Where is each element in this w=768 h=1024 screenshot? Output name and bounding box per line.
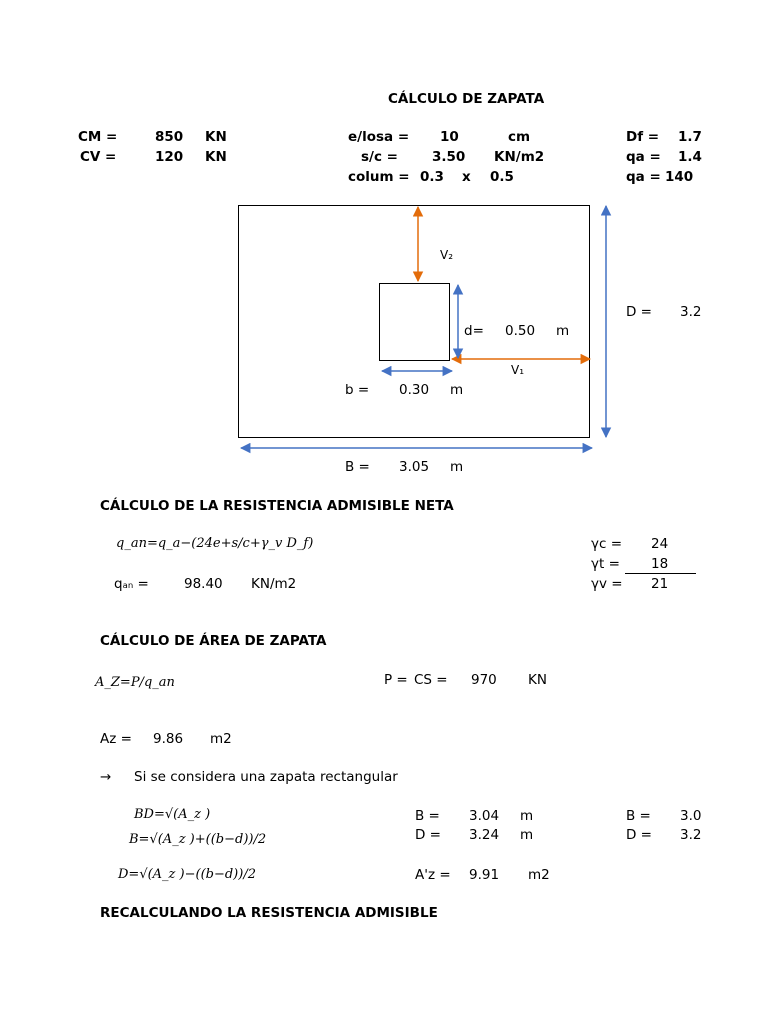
qa2-label: qa = [626,169,661,185]
azp-value: 9.91 [469,867,500,883]
gt-label: γt = [591,556,620,572]
cs-label: CS = [414,672,448,688]
cv-value: 120 [155,149,184,165]
section2-heading: CÁLCULO DE ÁREA DE ZAPATA [100,633,327,649]
qan-unit: KN/m2 [251,576,297,592]
gv-value: 21 [651,576,669,592]
p-unit: KN [528,672,547,688]
df-value: 1.7 [678,129,702,145]
cm-unit: KN [205,129,227,145]
az-value: 9.86 [153,731,184,747]
section1-heading: CÁLCULO DE LA RESISTENCIA ADMISIBLE NETA [100,498,454,514]
cm-label: CM = [78,129,118,145]
B2-label: B = [626,808,651,824]
sc-value: 3.50 [432,149,466,165]
qan-formula: q_an=q_a−(24e+s/c+γ_v D_f) [116,536,314,551]
D2-value: 3.2 [680,827,702,843]
sc-label: s/c = [361,149,398,165]
qan-value: 98.40 [184,576,223,592]
gc-value: 24 [651,536,669,552]
D2-label: D = [626,827,652,843]
azp-unit: m2 [528,867,550,883]
sc-unit: KN/m2 [494,149,545,165]
bigB-value: 3.05 [399,459,430,475]
qa1-label: qa = [626,149,661,165]
qan-label: qₐₙ = [114,576,149,592]
az-formula: A_Z=P/q_an [95,675,175,690]
cv-unit: KN [205,149,227,165]
df-label: Df = [626,129,660,145]
B-value: 3.04 [469,808,500,824]
bd-formula: BD=√(A_z ) [134,807,211,822]
arrow-icon: → [100,769,112,785]
colum-d: 0.5 [490,169,514,185]
column-outline [380,284,450,361]
colum-label: colum = [348,169,410,185]
qa1-value: 1.4 [678,149,702,165]
b-label: b = [345,382,370,398]
bigD-value: 3.2 [680,304,702,320]
v2-label: V₂ [440,248,454,262]
B-unit: m [520,808,534,824]
v1-label: V₁ [511,363,525,377]
b-unit: m [450,382,464,398]
b-formula: B=√(A_z )+((b−d))/2 [129,832,267,847]
az-label: Aᴢ = [100,731,132,747]
page-title: CÁLCULO DE ZAPATA [388,91,545,107]
bigB-label: B = [345,459,370,475]
D-value: 3.24 [469,827,500,843]
d-unit: m [556,323,570,339]
az-unit: m2 [210,731,232,747]
cv-label: CV = [80,149,117,165]
D-unit: m [520,827,534,843]
d-formula: D=√(A_z )−((b−d))/2 [118,867,256,882]
bigB-unit: m [450,459,464,475]
B-label: B = [415,808,440,824]
gv-label: γv = [591,576,623,592]
footing-outline [239,206,590,438]
elosa-value: 10 [440,129,459,145]
D-label: D = [415,827,441,843]
azp-label: A'ᴢ = [415,867,451,883]
p-label: P = [384,672,408,688]
sum-rule [625,573,696,574]
d-value: 0.50 [505,323,536,339]
colum-b: 0.3 [420,169,444,185]
qa2-value: 140 [665,169,694,185]
gc-label: γc = [591,536,623,552]
section3-heading: RECALCULANDO LA RESISTENCIA ADMISIBLE [100,905,438,921]
p-value: 970 [471,672,497,688]
b-value: 0.30 [399,382,430,398]
elosa-unit: cm [508,129,531,145]
bigD-label: D = [626,304,652,320]
elosa-label: e/losa = [348,129,410,145]
cm-value: 850 [155,129,184,145]
d-label: d= [464,323,484,339]
gt-value: 18 [651,556,669,572]
colum-x: x [462,169,471,185]
B2-value: 3.0 [680,808,702,824]
rect-note: Si se considera una zapata rectangular [134,769,398,785]
